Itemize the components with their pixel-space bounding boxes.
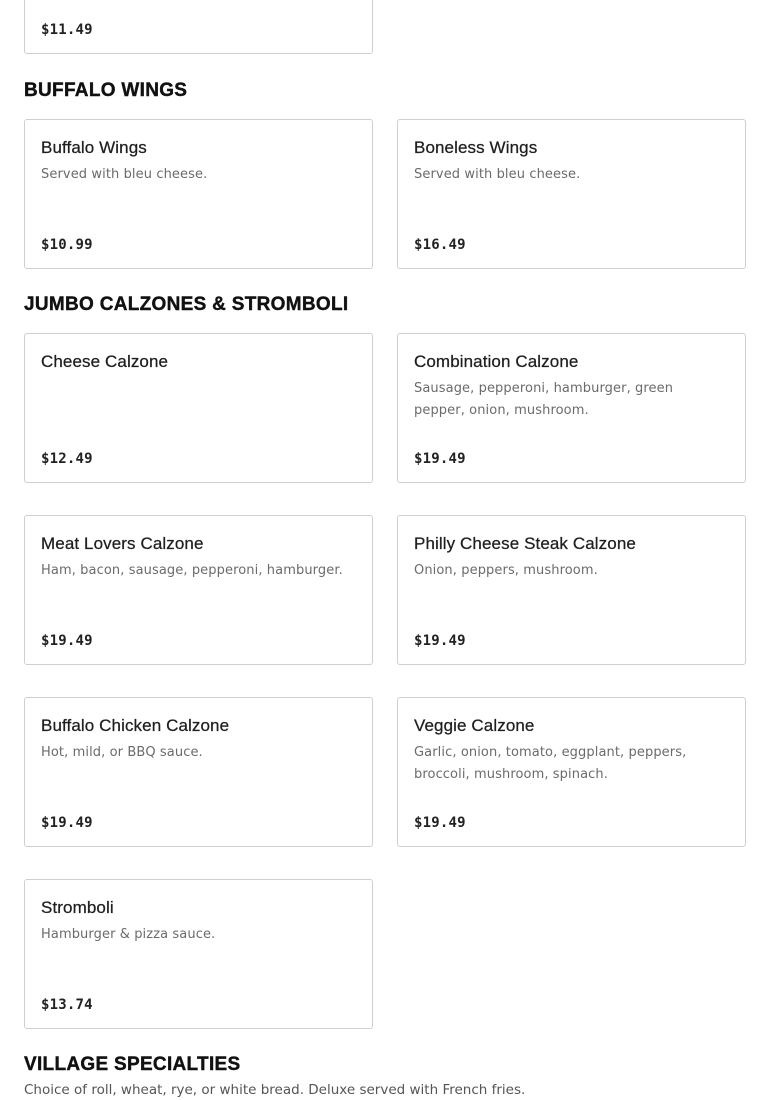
- menu-item-price: $19.49: [41, 815, 93, 831]
- menu-item-combination-calzone[interactable]: [397, 333, 746, 483]
- menu-item-description: Hamburger & pizza sauce.: [41, 927, 216, 942]
- section-title-buffalo-wings: BUFFALO WINGS: [24, 80, 188, 101]
- menu-item-name: Cheese Calzone: [41, 352, 169, 371]
- section-title-village-specialties: VILLAGE SPECIALTIES: [24, 1054, 241, 1075]
- menu-item-philly-cheese-steak-calzone[interactable]: [397, 515, 746, 665]
- menu-item-description: Served with bleu cheese.: [41, 167, 208, 182]
- menu-item-cheese-calzone[interactable]: [24, 333, 373, 483]
- menu-item-meat-lovers-calzone[interactable]: [24, 515, 373, 665]
- menu-item-name: Combination Calzone: [414, 352, 579, 371]
- menu-item-veggie-calzone[interactable]: [397, 697, 746, 847]
- menu-item-price: $19.49: [414, 815, 466, 831]
- menu-item-price: $19.49: [41, 633, 93, 649]
- menu-item-price: $16.49: [414, 237, 466, 253]
- menu-item-description: Sausage, pepperoni, hamburger, green pepper, onion, mushroom.: [414, 381, 674, 418]
- menu-item-name: Meat Lovers Calzone: [41, 534, 204, 553]
- menu-item-description: Served with bleu cheese.: [414, 167, 581, 182]
- menu-item-name: Veggie Calzone: [414, 716, 535, 735]
- menu-item-buffalo-chicken-calzone[interactable]: [24, 697, 373, 847]
- menu-item-price: $19.49: [414, 633, 466, 649]
- menu-item-stromboli[interactable]: [24, 879, 373, 1029]
- menu-item-price: $13.74: [41, 997, 93, 1013]
- menu-item-name: Boneless Wings: [414, 138, 538, 157]
- menu-item-price: $12.49: [41, 451, 93, 467]
- section-note: Choice of roll, wheat, rye, or white bread. Deluxe served with French fries.: [24, 1082, 526, 1098]
- menu-item-buffalo-wings[interactable]: [24, 119, 373, 269]
- menu-item-price: $10.99: [41, 237, 93, 253]
- menu-item-description: Hot, mild, or BBQ sauce.: [41, 745, 203, 760]
- menu-item-description: Ham, bacon, sausage, pepperoni, hamburger.: [41, 563, 343, 578]
- menu-item-name: Buffalo Wings: [41, 138, 147, 157]
- menu-item-price: $19.49: [414, 451, 466, 467]
- menu-item-name: Buffalo Chicken Calzone: [41, 716, 230, 735]
- menu-item-name: Stromboli: [41, 898, 114, 917]
- menu-item-description: Garlic, onion, tomato, eggplant, peppers, broccoli, mushroom, spinach.: [414, 745, 687, 782]
- section-title-jumbo-calzones-stromboli: JUMBO CALZONES & STROMBOLI: [24, 294, 349, 315]
- menu-item-price: $11.49: [41, 22, 93, 38]
- menu-item-card[interactable]: [24, 0, 373, 54]
- menu-item-name: Philly Cheese Steak Calzone: [414, 534, 636, 553]
- menu-item-description: Onion, peppers, mushroom.: [414, 563, 598, 578]
- menu-item-boneless-wings[interactable]: [397, 119, 746, 269]
